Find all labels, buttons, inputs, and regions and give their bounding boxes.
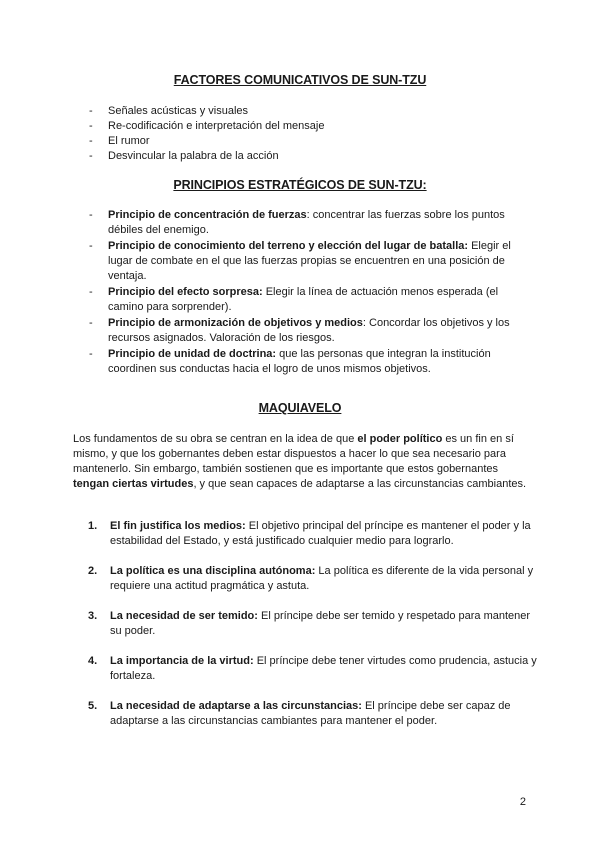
principle-name: Principio del efecto sorpresa: xyxy=(108,286,263,298)
list-item xyxy=(88,609,538,639)
intro-bold: el poder político xyxy=(357,433,443,445)
intro-text: es un fin en sí mismo, y que los gobernantes deben estar dispuestos a hacer lo que sea necesario para mantenerlo. Sin embargo, también sostienen que es importante que estos gobernantes xyxy=(73,433,514,475)
list-item xyxy=(86,239,526,284)
principle-text: : concentrar las fuerzas sobre los puntos débiles del enemigo. xyxy=(108,209,505,236)
item-number: 3. xyxy=(88,610,98,622)
item-heading: La importancia de la virtud: xyxy=(110,655,254,667)
intro-text: , y que sean capaces de adaptarse a las circunstancias cambiantes. xyxy=(193,478,527,490)
principle-name: Principio de conocimiento del terreno y elección del lugar de batalla: xyxy=(108,240,469,252)
principle-text: Elegir el lugar de combate en el que las fuerzas propias se encuentren en una posición de ventaja. xyxy=(108,240,511,282)
maquiavelo-intro xyxy=(73,432,533,492)
list-item xyxy=(86,316,526,346)
list-item: - Desvincular la palabra de la acción xyxy=(86,149,526,164)
item-text: La política es diferente de la vida personal y requiere una actitud pragmática y astuta. xyxy=(110,565,534,592)
item-heading: El fin justifica los medios: xyxy=(110,520,246,532)
principle-name: Principio de armonización de objetivos y medios xyxy=(108,317,363,329)
list-item xyxy=(86,208,526,238)
item-heading: La necesidad de ser temido: xyxy=(110,610,258,622)
intro-bold: tengan ciertas virtudes xyxy=(73,478,194,490)
principle-text: : Concordar los objetivos y los recursos asignados. Valoración de los riesgos. xyxy=(108,317,510,344)
list-item: - Señales acústicas y visuales xyxy=(86,104,526,119)
list-item: - Re-codificación e interpretación del mensaje xyxy=(86,119,526,134)
suntzu-principles-title: PRINCIPIOS ESTRATÉGICOS DE SUN-TZU: xyxy=(173,178,427,192)
principle-text: Elegir la línea de actuación menos esperada (el camino para sorprender). xyxy=(108,286,499,313)
maquiavelo-list xyxy=(88,519,538,744)
list-item xyxy=(88,519,538,549)
suntzu-factors-list xyxy=(86,104,526,164)
item-text: El príncipe debe tener virtudes como prudencia, astucia y fortaleza. xyxy=(110,655,537,682)
item-number: 5. xyxy=(88,700,98,712)
item-heading: La política es una disciplina autónoma: xyxy=(110,565,316,577)
page-number: 2 xyxy=(519,796,526,808)
principle-text: que las personas que integran la institución coordinen sus conductas hacia el logro de unos mismos objetivos. xyxy=(108,348,491,375)
item-number: 4. xyxy=(88,655,98,667)
item-text: El objetivo principal del príncipe es mantener el poder y la estabilidad del Estado, y está justificado cualquier medio para lograrlo. xyxy=(110,520,531,547)
item-heading: La necesidad de adaptarse a las circunstancias: xyxy=(110,700,362,712)
item-text: El príncipe debe ser capaz de adaptarse a las circunstancias cambiantes para mantener el poder. xyxy=(110,700,511,727)
maquiavelo-title: MAQUIAVELO xyxy=(258,401,342,415)
suntzu-principles-list xyxy=(86,208,526,378)
item-text: El príncipe debe ser temido y respetado para mantener su poder. xyxy=(110,610,531,637)
list-item xyxy=(88,654,538,684)
suntzu-factors-title: FACTORES COMUNICATIVOS DE SUN-TZU xyxy=(173,73,427,87)
item-number: 2. xyxy=(88,565,98,577)
item-number: 1. xyxy=(88,520,98,532)
list-item xyxy=(86,285,526,315)
principle-name: Principio de concentración de fuerzas xyxy=(108,209,307,221)
intro-text: Los fundamentos de su obra se centran en la idea de que xyxy=(73,433,358,445)
list-item xyxy=(88,699,538,729)
principle-name: Principio de unidad de doctrina: xyxy=(108,348,277,360)
list-item xyxy=(88,564,538,594)
list-item xyxy=(86,347,526,377)
list-item: - El rumor xyxy=(86,134,526,149)
